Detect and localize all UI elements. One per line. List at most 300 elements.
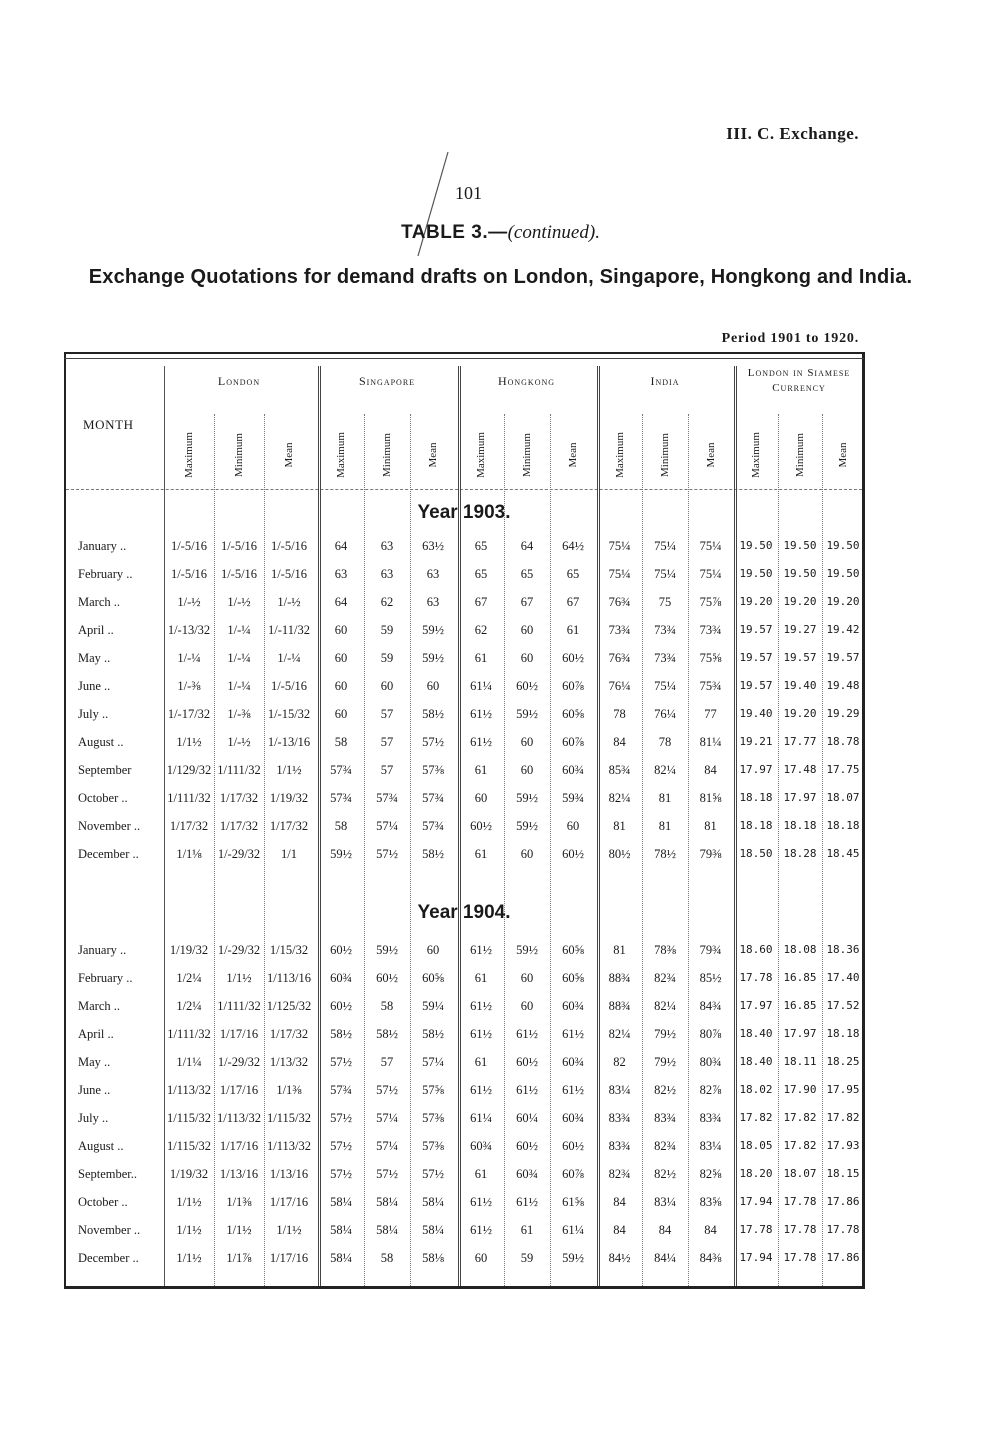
- value-cell: 61: [520, 1223, 534, 1237]
- value-cell: 59½: [562, 1251, 584, 1265]
- value-cell: 67: [566, 595, 580, 609]
- value-cell: 18.28: [783, 847, 817, 860]
- column-subheader: Minimum: [659, 433, 671, 478]
- value-cell: 57½: [376, 847, 398, 861]
- value-cell: 75¼: [654, 567, 676, 581]
- value-cell: 19.20: [783, 595, 817, 608]
- value-cell: 1/1½: [176, 1223, 202, 1237]
- value-cell: 1/113/32: [267, 1139, 311, 1153]
- value-cell: 1/-29/32: [217, 943, 261, 957]
- table-row: [66, 784, 863, 812]
- page-number: 101: [455, 183, 482, 203]
- value-cell: 19.50: [826, 567, 860, 580]
- value-cell: 17.77: [783, 735, 817, 748]
- value-cell: 1/-¼: [177, 651, 201, 665]
- value-cell: 17.82: [783, 1111, 817, 1124]
- value-cell: 57¾: [376, 791, 398, 805]
- value-cell: 58½: [422, 1027, 444, 1041]
- value-cell: 61½: [516, 1027, 538, 1041]
- value-cell: 57¾: [330, 791, 352, 805]
- value-cell: 57⅝: [422, 1083, 444, 1097]
- value-cell: 61: [474, 1055, 488, 1069]
- group-header-singapore: Singapore: [358, 374, 416, 388]
- value-cell: 57¾: [330, 1083, 352, 1097]
- value-cell: 19.50: [739, 567, 773, 580]
- value-cell: 19.40: [739, 707, 773, 720]
- month-cell: February ..: [78, 567, 133, 581]
- value-cell: 60: [520, 623, 534, 637]
- table-row: [66, 1104, 863, 1132]
- value-cell: 58½: [422, 847, 444, 861]
- value-cell: 61½: [516, 1195, 538, 1209]
- value-cell: 60½: [516, 1055, 538, 1069]
- period-label: Period 1901 to 1920.: [721, 331, 859, 346]
- value-cell: 79¾: [699, 943, 722, 957]
- value-cell: 19.50: [826, 539, 860, 552]
- value-cell: 60½: [330, 999, 352, 1013]
- value-cell: 1/-5/16: [270, 539, 308, 553]
- column-subheader: Maximum: [613, 432, 626, 478]
- column-subheader: Maximum: [335, 432, 347, 478]
- value-cell: 1/1⅛: [176, 847, 202, 861]
- value-cell: 60: [426, 679, 440, 693]
- value-cell: 79½: [654, 1055, 676, 1069]
- value-cell: 57½: [422, 735, 444, 749]
- value-cell: 75¼: [608, 567, 631, 581]
- value-cell: 58¼: [330, 1195, 352, 1209]
- value-cell: 1/-17/32: [167, 707, 211, 721]
- value-cell: 60⅝: [562, 971, 584, 985]
- value-cell: 84½: [608, 1251, 631, 1265]
- value-cell: 60½: [516, 1139, 538, 1153]
- value-cell: 73¾: [654, 651, 676, 665]
- value-cell: 82½: [654, 1167, 676, 1181]
- value-cell: 84¼: [654, 1251, 676, 1265]
- table-row: [66, 1160, 863, 1188]
- value-cell: 1/125/32: [266, 999, 312, 1013]
- column-subheader: Minimum: [381, 433, 393, 478]
- exchange-table: [64, 352, 865, 1289]
- value-cell: 17.78: [739, 971, 773, 984]
- value-cell: 1/-¼: [227, 679, 251, 693]
- value-cell: 17.82: [826, 1111, 860, 1124]
- value-cell: 19.50: [783, 539, 817, 552]
- value-cell: 1/-5/16: [170, 567, 208, 581]
- value-cell: 1/1½: [276, 763, 302, 777]
- year-heading: Year 1903.: [417, 502, 511, 523]
- value-cell: 76¾: [608, 595, 631, 609]
- value-cell: 60: [520, 971, 534, 985]
- value-cell: 1/-5/16: [220, 539, 258, 553]
- value-cell: 57½: [330, 1055, 352, 1069]
- value-cell: 1/-13/32: [167, 623, 211, 637]
- value-cell: 67: [474, 595, 488, 609]
- value-cell: 1/1⅜: [226, 1195, 252, 1209]
- value-cell: 57¼: [376, 1139, 398, 1153]
- column-subheader: Minimum: [233, 433, 245, 478]
- value-cell: 1/-½: [227, 595, 251, 609]
- value-cell: 75⅞: [699, 595, 722, 609]
- value-cell: 60¾: [562, 1055, 584, 1069]
- month-cell: December ..: [78, 847, 139, 861]
- value-cell: 64: [334, 595, 348, 609]
- value-cell: 1/111/32: [217, 763, 261, 777]
- value-cell: 58: [380, 1251, 394, 1265]
- value-cell: 59½: [422, 651, 444, 665]
- group-header-india: India: [650, 374, 680, 388]
- value-cell: 61½: [470, 943, 492, 957]
- value-cell: 83⅝: [699, 1195, 722, 1209]
- value-cell: 1/115/32: [167, 1111, 211, 1125]
- value-cell: 82¾: [654, 1139, 676, 1153]
- value-cell: 75: [658, 595, 672, 609]
- value-cell: 57¼: [422, 1055, 444, 1069]
- value-cell: 60¾: [470, 1139, 492, 1153]
- value-cell: 58⅛: [422, 1251, 444, 1265]
- value-cell: 58½: [330, 1027, 352, 1041]
- value-cell: 58¼: [422, 1223, 444, 1237]
- value-cell: 17.97: [739, 999, 773, 1012]
- value-cell: 1/17/32: [169, 819, 209, 833]
- value-cell: 58¼: [376, 1223, 398, 1237]
- value-cell: 19.29: [826, 707, 860, 720]
- value-cell: 1/1½: [176, 1251, 202, 1265]
- value-cell: 18.25: [826, 1055, 860, 1068]
- value-cell: 18.60: [739, 943, 773, 956]
- value-cell: 19.48: [826, 679, 860, 692]
- table-row: [66, 840, 863, 868]
- table-row: [66, 812, 863, 840]
- value-cell: 61½: [562, 1027, 584, 1041]
- value-cell: 1/113/32: [217, 1111, 261, 1125]
- value-cell: 17.48: [783, 763, 817, 776]
- value-cell: 59½: [516, 707, 538, 721]
- value-cell: 17.78: [783, 1195, 817, 1208]
- value-cell: 1/17/16: [219, 1083, 259, 1097]
- table-row: [66, 992, 863, 1020]
- table-row: [66, 532, 863, 560]
- value-cell: 60⅞: [562, 735, 584, 749]
- value-cell: 84: [613, 1195, 626, 1209]
- value-cell: 85¾: [608, 763, 631, 777]
- value-cell: 61: [474, 651, 488, 665]
- value-cell: 57½: [330, 1139, 352, 1153]
- value-cell: 1/111/32: [167, 1027, 211, 1041]
- value-cell: 75¼: [699, 567, 722, 581]
- table-row: [66, 1188, 863, 1216]
- value-cell: 65: [474, 539, 488, 553]
- value-cell: 60: [520, 763, 534, 777]
- value-cell: 18.20: [739, 1167, 773, 1180]
- value-cell: 60½: [516, 679, 538, 693]
- value-cell: 59½: [516, 819, 538, 833]
- value-cell: 17.95: [826, 1083, 860, 1096]
- value-cell: 84: [658, 1223, 672, 1237]
- value-cell: 76¾: [608, 651, 631, 665]
- value-cell: 60½: [562, 651, 584, 665]
- value-cell: 1/129/32: [166, 763, 212, 777]
- value-cell: 1/113/16: [267, 971, 311, 985]
- value-cell: 61: [474, 1167, 488, 1181]
- value-cell: 60¾: [516, 1167, 538, 1181]
- table-row: [66, 700, 863, 728]
- value-cell: 77: [704, 707, 717, 721]
- value-cell: 18.18: [826, 1027, 860, 1040]
- value-cell: 58: [380, 999, 394, 1013]
- value-cell: 60½: [330, 943, 352, 957]
- value-cell: 1/19/32: [269, 791, 309, 805]
- table-row: [66, 1048, 863, 1076]
- column-subheader: Mean: [427, 442, 439, 468]
- value-cell: 82¼: [654, 763, 676, 777]
- value-cell: 1/-13/16: [267, 735, 311, 749]
- value-cell: 19.57: [826, 651, 860, 664]
- value-cell: 58: [334, 819, 348, 833]
- value-cell: 65: [566, 567, 580, 581]
- value-cell: 18.18: [783, 819, 817, 832]
- value-cell: 1/-29/32: [217, 1055, 261, 1069]
- value-cell: 60½: [470, 819, 492, 833]
- value-cell: 57¼: [376, 819, 398, 833]
- value-cell: 75¼: [654, 539, 676, 553]
- value-cell: 1/1¼: [176, 1055, 202, 1069]
- value-cell: 60⅞: [562, 1167, 584, 1181]
- value-cell: 78½: [654, 847, 676, 861]
- group-header-london-siamese: London in Siamese Currency: [747, 367, 851, 394]
- table-row: [66, 936, 863, 964]
- value-cell: 83¾: [608, 1111, 631, 1125]
- value-cell: 84: [613, 735, 626, 749]
- value-cell: 84: [704, 1223, 717, 1237]
- value-cell: 82⅞: [699, 1083, 722, 1097]
- month-cell: November ..: [78, 1223, 141, 1237]
- value-cell: 82¼: [608, 1027, 631, 1041]
- value-cell: 60: [334, 623, 348, 637]
- value-cell: 60: [474, 1251, 488, 1265]
- value-cell: 19.20: [826, 595, 860, 608]
- value-cell: 19.42: [826, 623, 860, 636]
- value-cell: 61: [566, 623, 580, 637]
- value-cell: 64: [334, 539, 348, 553]
- value-cell: 58½: [422, 707, 444, 721]
- value-cell: 19.57: [783, 651, 817, 664]
- value-cell: 18.11: [783, 1055, 817, 1068]
- value-cell: 58¼: [330, 1251, 352, 1265]
- value-cell: 60⅝: [562, 707, 584, 721]
- value-cell: 18.50: [739, 847, 773, 860]
- value-cell: 62: [380, 595, 394, 609]
- month-cell: September..: [78, 1167, 138, 1181]
- value-cell: 1/-½: [227, 735, 251, 749]
- value-cell: 17.78: [783, 1223, 817, 1236]
- value-cell: 1/-½: [177, 595, 201, 609]
- value-cell: 59¼: [422, 999, 444, 1013]
- value-cell: 1/17/16: [219, 1027, 259, 1041]
- value-cell: 17.97: [783, 791, 817, 804]
- value-cell: 1/111/32: [167, 791, 211, 805]
- table-row: [66, 1020, 863, 1048]
- value-cell: 17.78: [826, 1223, 860, 1236]
- value-cell: 1/19/32: [169, 1167, 209, 1181]
- value-cell: 63½: [422, 539, 444, 553]
- year-heading: Year 1904.: [417, 902, 511, 923]
- value-cell: 17.86: [826, 1195, 860, 1208]
- value-cell: 63: [426, 595, 440, 609]
- table-title-label: TABLE 3.—: [401, 222, 508, 243]
- table-row: [66, 616, 863, 644]
- month-cell: June ..: [78, 679, 111, 693]
- month-cell: October ..: [78, 791, 128, 805]
- value-cell: 60½: [562, 847, 584, 861]
- value-cell: 60⅝: [562, 943, 584, 957]
- value-cell: 58¼: [330, 1223, 352, 1237]
- value-cell: 60¼: [516, 1111, 538, 1125]
- value-cell: 1/1⅜: [276, 1083, 302, 1097]
- value-cell: 17.82: [783, 1139, 817, 1152]
- value-cell: 1/111/32: [217, 999, 261, 1013]
- month-cell: September: [78, 763, 132, 777]
- value-cell: 1/115/32: [167, 1139, 211, 1153]
- column-subheader: Mean: [837, 442, 849, 468]
- value-cell: 59: [520, 1251, 534, 1265]
- value-cell: 17.93: [826, 1139, 860, 1152]
- value-cell: 60¾: [562, 763, 584, 777]
- value-cell: 61¼: [470, 679, 492, 693]
- value-cell: 18.07: [826, 791, 860, 804]
- value-cell: 1/-¼: [277, 651, 301, 665]
- value-cell: 88¾: [608, 999, 631, 1013]
- month-cell: January ..: [78, 943, 127, 957]
- value-cell: 1/115/32: [267, 1111, 311, 1125]
- value-cell: 57: [380, 1055, 394, 1069]
- value-cell: 61½: [470, 1027, 492, 1041]
- value-cell: 60⅞: [562, 679, 584, 693]
- value-cell: 19.57: [739, 623, 773, 636]
- value-cell: 61: [474, 763, 488, 777]
- value-cell: 75¼: [608, 539, 631, 553]
- value-cell: 61½: [470, 707, 492, 721]
- value-cell: 17.40: [826, 971, 860, 984]
- table-row: [66, 588, 863, 616]
- value-cell: 18.45: [826, 847, 860, 860]
- value-cell: 75⅝: [699, 651, 722, 665]
- value-cell: 57⅜: [422, 763, 444, 777]
- value-cell: 73¾: [699, 623, 722, 637]
- month-cell: May ..: [78, 1055, 111, 1069]
- value-cell: 81: [658, 791, 672, 805]
- value-cell: 81: [613, 819, 626, 833]
- value-cell: 60: [474, 791, 488, 805]
- value-cell: 58: [334, 735, 348, 749]
- value-cell: 16.85: [783, 999, 817, 1012]
- column-subheader: Maximum: [183, 432, 195, 478]
- value-cell: 67: [520, 595, 534, 609]
- value-cell: 63: [380, 567, 394, 581]
- value-cell: 1/13/32: [269, 1055, 309, 1069]
- value-cell: 1/-5/16: [270, 679, 308, 693]
- column-subheader: Maximum: [750, 432, 762, 478]
- month-cell: June ..: [78, 1083, 111, 1097]
- value-cell: 83¾: [699, 1111, 722, 1125]
- value-cell: 83¾: [608, 1139, 631, 1153]
- table-row: [66, 728, 863, 756]
- value-cell: 19.50: [739, 539, 773, 552]
- value-cell: 1/-11/32: [268, 623, 310, 637]
- value-cell: 1/1½: [276, 1223, 302, 1237]
- value-cell: 58¼: [376, 1195, 398, 1209]
- value-cell: 19.57: [739, 679, 773, 692]
- value-cell: 64: [520, 539, 534, 553]
- value-cell: 61½: [562, 1083, 584, 1097]
- value-cell: 19.57: [739, 651, 773, 664]
- value-cell: 60½: [376, 971, 398, 985]
- value-cell: 59¾: [562, 791, 584, 805]
- table-title: [0, 222, 1001, 244]
- value-cell: 58½: [376, 1027, 398, 1041]
- column-subheader: Mean: [283, 442, 295, 468]
- value-cell: 81¼: [699, 735, 722, 749]
- value-cell: 83¼: [608, 1083, 631, 1097]
- value-cell: 80¾: [699, 1055, 722, 1069]
- month-cell: March ..: [78, 595, 120, 609]
- value-cell: 60: [334, 651, 348, 665]
- value-cell: 57½: [376, 1167, 398, 1181]
- value-cell: 78: [658, 735, 672, 749]
- value-cell: 82⅝: [699, 1167, 722, 1181]
- value-cell: 1/17/32: [269, 819, 309, 833]
- table-row: [66, 964, 863, 992]
- value-cell: 17.82: [739, 1111, 773, 1124]
- value-cell: 60¾: [562, 999, 584, 1013]
- month-cell: May ..: [78, 651, 111, 665]
- value-cell: 79½: [654, 1027, 676, 1041]
- value-cell: 59½: [330, 847, 352, 861]
- group-header-hongkong: Hongkong: [497, 374, 556, 388]
- value-cell: 17.97: [783, 1027, 817, 1040]
- value-cell: 57¼: [376, 1111, 398, 1125]
- value-cell: 83¼: [699, 1139, 722, 1153]
- value-cell: 1/1½: [176, 735, 202, 749]
- table-row: [66, 1216, 863, 1244]
- month-column-header: MONTH: [83, 417, 134, 432]
- value-cell: 1/-29/32: [217, 847, 261, 861]
- value-cell: 18.07: [783, 1167, 817, 1180]
- value-cell: 78⅜: [654, 943, 676, 957]
- value-cell: 1/-5/16: [170, 539, 208, 553]
- value-cell: 57⅜: [422, 1139, 444, 1153]
- table-row: [66, 672, 863, 700]
- table-title-continued: (continued).: [507, 222, 600, 243]
- value-cell: 88¾: [608, 971, 631, 985]
- value-cell: 1/-15/32: [267, 707, 311, 721]
- value-cell: 1/-¼: [227, 651, 251, 665]
- value-cell: 82¼: [608, 791, 631, 805]
- table-row: [66, 756, 863, 784]
- value-cell: 81⅝: [699, 791, 722, 805]
- month-cell: November ..: [78, 819, 141, 833]
- value-cell: 60: [380, 679, 394, 693]
- value-cell: 60¾: [330, 971, 352, 985]
- column-subheader: Mean: [567, 442, 579, 468]
- value-cell: 1/13/16: [219, 1167, 259, 1181]
- value-cell: 1/1: [281, 847, 297, 861]
- value-cell: 1/17/16: [269, 1195, 309, 1209]
- value-cell: 1/2¼: [176, 971, 202, 985]
- value-cell: 57¾: [422, 819, 444, 833]
- value-cell: 61⅝: [562, 1195, 584, 1209]
- value-cell: 61: [474, 847, 488, 861]
- value-cell: 83¾: [654, 1111, 676, 1125]
